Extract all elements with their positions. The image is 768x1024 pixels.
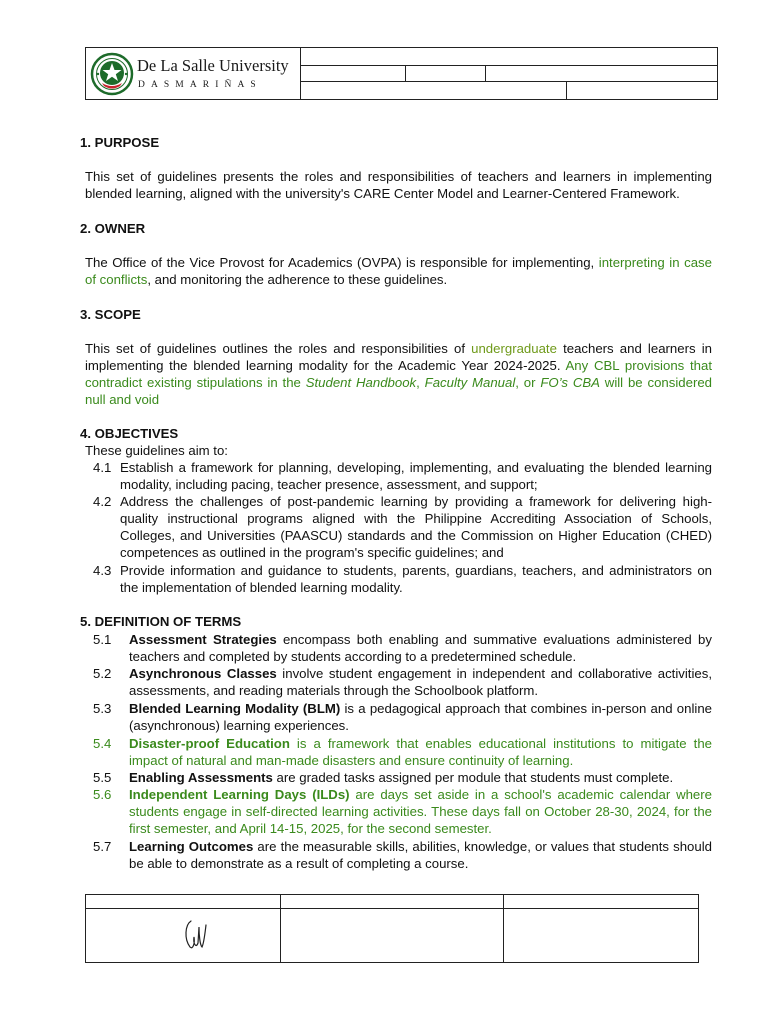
definition-term: Independent Learning Days (ILDs) xyxy=(129,787,350,802)
header-grid-line xyxy=(300,81,717,82)
definition-number: 5.3 xyxy=(93,701,112,716)
scope-text-a: This set of guidelines outlines the roles and responsibilities of xyxy=(85,341,472,356)
definition-body: are the measurable skills, abilities, knowledge, or values that students should be able to demonstrate as a result of completing a course. xyxy=(129,839,712,871)
student-handbook-ref: Student Handbook xyxy=(305,375,417,390)
definition-text xyxy=(129,665,712,699)
definition-text xyxy=(129,735,712,769)
scope-sep: , xyxy=(416,375,425,390)
owner-heading: 2. OWNER xyxy=(80,221,146,236)
definition-body: is a framework that enables educational institutions to mitigate the impact of natural and man-made disasters and ensure continuity of learning. xyxy=(129,736,712,768)
scope-cbl-text-end: will be considered null and void xyxy=(85,375,713,407)
definition-body: involve student engagement in independent and collaborative activities, assessments, and reading materials through the Schoolbook platform. xyxy=(129,666,712,698)
definition-number: 5.5 xyxy=(93,770,112,785)
objectives-heading: 4. OBJECTIVES xyxy=(80,426,179,441)
objective-text: Provide information and guidance to students, parents, guardians, teachers, and administrators on the implementation of blended learning modality. xyxy=(120,563,712,595)
table-grid-line xyxy=(503,895,504,962)
definition-term: Blended Learning Modality (BLM) xyxy=(129,701,341,716)
definition-term: Enabling Assessments xyxy=(129,770,273,785)
approval-table xyxy=(85,894,699,963)
owner-text-b: , and monitoring the adherence to these guidelines. xyxy=(147,272,448,287)
definition-text xyxy=(129,700,712,734)
header-grid-line xyxy=(405,65,406,81)
objective-number: 4.3 xyxy=(93,563,112,578)
logo-cell xyxy=(86,48,301,99)
fo-cba-ref: FO’s CBA xyxy=(540,375,600,390)
definition-text xyxy=(129,786,712,837)
table-grid-line xyxy=(280,895,281,962)
scope-body xyxy=(85,340,712,408)
definition-body: are days set aside in a school's academic calendar where students engage in self-directed learning activities. These days fall on October 28-30, 2024, for the first semester, and April 14-15, 2025, for the second semester. xyxy=(129,787,712,836)
university-name: De La Salle University xyxy=(137,56,289,75)
scope-sep: , or xyxy=(515,375,541,390)
scope-heading: 3. SCOPE xyxy=(80,307,141,322)
definition-number: 5.6 xyxy=(93,787,112,802)
document-header xyxy=(85,47,718,100)
definition-body: is a pedagogical approach that combines in-person and online (asynchronous) learning experiences. xyxy=(129,701,712,733)
objective-item xyxy=(93,562,712,596)
faculty-manual-ref: Faculty Manual xyxy=(424,375,516,390)
definition-term: Disaster-proof Education xyxy=(129,736,290,751)
definition-text xyxy=(129,631,712,665)
scope-cbl-text: Any CBL provisions that contradict existing stipulations in the xyxy=(85,358,712,390)
owner-text-highlight: interpreting in case of conflicts xyxy=(85,255,712,287)
objectives-intro: These guidelines aim to: xyxy=(85,443,228,458)
header-grid-line xyxy=(300,65,717,66)
objective-number: 4.1 xyxy=(93,460,112,475)
definition-text xyxy=(129,838,712,872)
purpose-heading: 1. PURPOSE xyxy=(80,135,160,150)
table-grid-line xyxy=(86,908,698,909)
scope-text-b: teachers and learners in implementing the blended learning modality for the Academic Year 2024-2025. xyxy=(85,341,712,373)
purpose-body: This set of guidelines presents the roles and responsibilities of teachers and learners in implementing blended learning, aligned with the university's CARE Center Model and Learner-Centered Framework. xyxy=(85,169,712,201)
definition-term: Learning Outcomes xyxy=(129,839,254,854)
definition-body: are graded tasks assigned per module that students must complete. xyxy=(272,770,674,785)
definition-body: encompass both enabling and summative evaluations administered by teachers and completed by students according to a predetermined schedule. xyxy=(129,632,712,664)
campus-name: DASMARIÑAS xyxy=(138,80,262,90)
definition-number: 5.4 xyxy=(93,736,112,751)
signature-icon xyxy=(182,913,212,953)
definitions-heading: 5. DEFINITION OF TERMS xyxy=(80,614,242,629)
scope-text-undergraduate: undergraduate xyxy=(471,341,557,356)
objective-item xyxy=(93,493,712,561)
header-grid-line xyxy=(485,65,486,81)
header-grid-line xyxy=(566,81,567,99)
university-seal-icon xyxy=(90,52,134,96)
objective-text: Establish a framework for planning, developing, implementing, and evaluating the blended learning modality, including pacing, teacher presence, assessment, and support; xyxy=(120,460,712,492)
definition-number: 5.1 xyxy=(93,632,112,647)
definition-number: 5.7 xyxy=(93,839,112,854)
objective-item xyxy=(93,459,712,493)
definition-term: Assessment Strategies xyxy=(129,632,277,647)
definition-number: 5.2 xyxy=(93,666,112,681)
definition-term: Asynchronous Classes xyxy=(129,666,277,681)
definition-text xyxy=(129,769,712,786)
owner-text-a: The Office of the Vice Provost for Academics (OVPA) is responsible for implementing, xyxy=(85,255,599,270)
objective-number: 4.2 xyxy=(93,494,112,509)
owner-body xyxy=(85,254,712,288)
objective-text: Address the challenges of post-pandemic learning by providing a framework for delivering high-quality instructional programs aligned with the Philippine Accrediting Association of Schools, Colleges, and Universities (PAASCU) standards and the Commission on Higher Education (CHED) competences as outlined in the program's specific guidelines; and xyxy=(120,494,712,560)
